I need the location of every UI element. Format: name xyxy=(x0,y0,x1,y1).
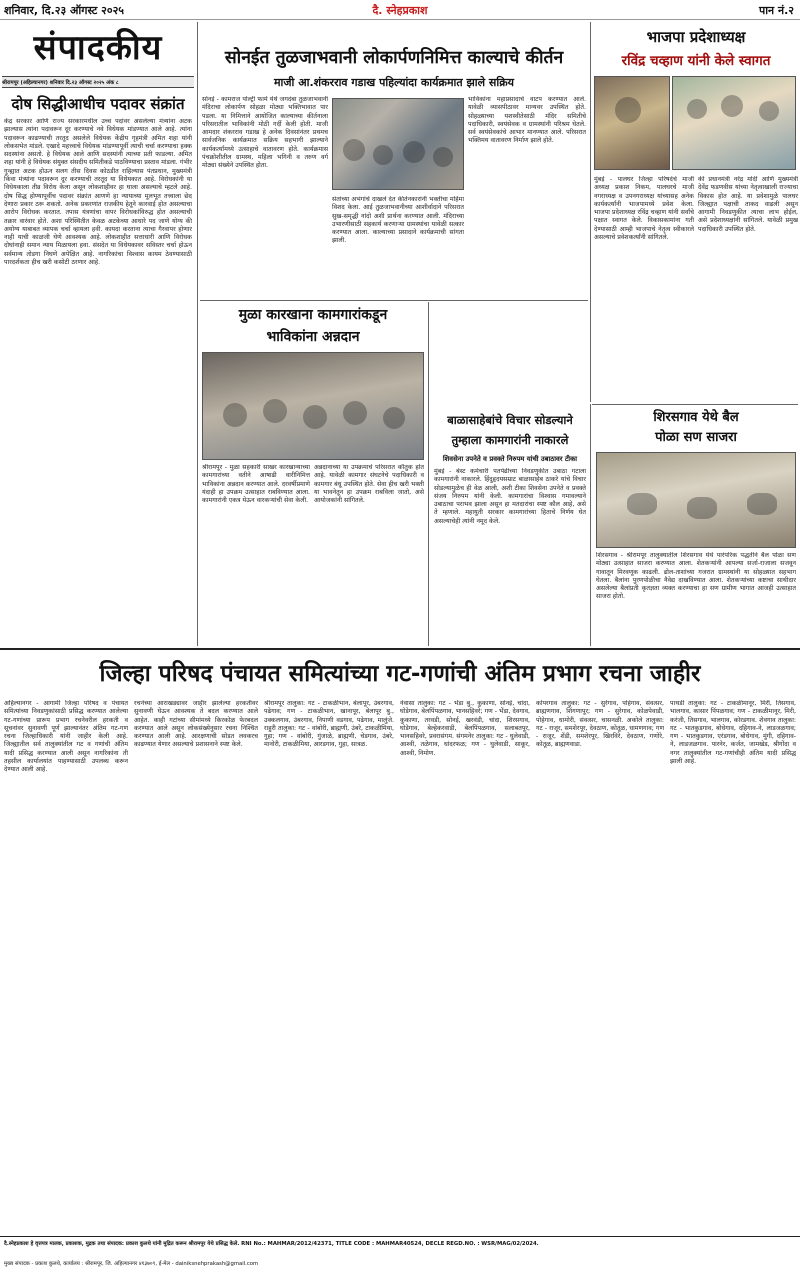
page-number: पान नं.२ xyxy=(758,4,794,17)
zp-body-6: पाथर्डी तालुका: गट - टाकळीमानूर, मिरी, तिसगाव, भालगाव, कासार पिंपळगाव; गण - टाकळीमानूर, मिरी, करंजी, तिसगाव, भालगाव, कोरडगाव. शेवगाव तालुका: गट - भातकुडगाव, बोधेगाव, दहिगाव-ने, लाडजळगाव; गण - भातकुडगाव, एरंडगाव, बोधेगाव, मुंगी, दहिगाव-ने, लाडजळगाव. पारनेर, कर्जत, जामखेड, श्रीगोंदा व नगर तालुक्यांतील गट-गणांचीही अंतिम यादी प्रसिद्ध झाली आहे. xyxy=(670,700,796,766)
bjp-body-a: मुंबई - पालघर जिल्हा परिषदेचे माजी अध्यक्ष प्रकाश निकम, पालघरचे माजी नगराध्यक्ष व उपनगराध्यक्ष यांच्यासह अनेक कार्यकर्त्यांनी भाजपामध्ये प्रवेश केला. भाजपा प्रदेशाध्यक्ष रविंद्र चव्हाण यांनी सर्वांचे पक्षात स्वागत केले. विकासकामांना गती देण्यासाठी आम्ही भाजपाचे नेतृत्व स्वीकारले असल्याचे प्रवेशकर्त्यांनी सांगितले. xyxy=(594,176,694,242)
zp-body-1: अहिल्यानगर - आगामी जिल्हा परिषद व पंचायत समित्यांच्या निवडणुकांसाठी प्रसिद्ध करण्यात आलेल्या गट-गणांच्या प्रारूप प्रभाग रचनेवरील हरकती व सूचनांवर सुनावणी पूर्ण झाल्यानंतर अंतिम गट-गण रचना जिल्हाधिकारी यांनी जाहीर केली आहे. जिल्ह्यातील सर्व तालुक्यांतील गट व गणांची अंतिम यादी प्रसिद्ध करण्यात आली असून नागरिकांना ती तहसील कार्यालयांत पाहण्यासाठी उपलब्ध करून देण्यात आली आहे. xyxy=(4,700,128,774)
bjp-body-b: की प्रधानमंत्री नरेंद्र मोदी आणि मुख्यमंत्री देवेंद्र फडणवीस यांच्या नेतृत्वाखाली राज्याचा विकास होत आहे. या प्रवेशामुळे पालघर जिल्ह्यात पक्षाची ताकद वाढली असून आगामी निवडणुकीत त्याचा लाभ होईल, असे प्रदेशाध्यक्षांनी सांगितले. यावेळी प्रमुख पदाधिकारी उपस्थित होते. xyxy=(698,176,798,233)
editorial-body: केंद्र सरकार आणि राज्य सरकारमधील उच्च पदांवर असलेल्या मंत्र्यांना अटक झाल्यास त्यांना पदावरून दूर करण्याचे नवे विधेयक मांडण्यात आले आहे. त्यांना पदावरून काढण्याची तरतूद असलेले विधेयक केंद्रीय गृहमंत्री अमित शहा यांनी लोकसभेत मांडले. एखादे महत्त्वाचे विधेयक मांडण्यापूर्वी त्याची चर्चा करण्याचा हक्क सदस्यांना असतो. हे विधेयक आले आणि सदस्यांनी त्याच्या प्रती फाडल्या. अमित शहा यांनी हे विधेयक संयुक्त संसदीय समितीकडे पाठविण्याचा प्रस्ताव मांडला. गंभीर गुन्ह्यात अटक होऊन सलग तीस दिवस कोठडीत राहिल्यास पंतप्रधान, मुख्यमंत्री किंवा मंत्र्यांना पदावरून दूर करण्याची तरतूद या विधेयकात आहे. विरोधकांनी या विधेयकाला तीव्र विरोध केला असून लोकशाहीवर हा घाला असल्याचे म्हटले आहे. दोष सिद्ध होण्यापूर्वीच पदावर संक्रांत आणणे हा न्यायाच्या मूलभूत तत्त्वाला छेद देणारा प्रकार ठरू शकतो. अनेक प्रकरणांत राजकीय हेतूने कारवाई होत असल्याचा आरोप विरोधक करतात. तपास यंत्रणांचा वापर विरोधकांविरुद्ध होत असल्याची तक्रार वारंवार होते. अशा परिस्थितीत केवळ अटकेच्या आधारे पद जाणे योग्य की अयोग्य याबाबत व्यापक चर्चा व्हायला हवी. कायदा करताना त्याचा गैरवापर होणार नाही याची काळजी घेणे आवश्यक आहे. लोकशाहीत सत्ताधारी आणि विरोधक दोघांनाही समान न्याय मिळायला हवा. संसदेत या विधेयकावर सविस्तर चर्चा होऊन सर्वमान्य तोडगा निघणे अपेक्षित आहे. नागरिकांचा विश्वास कायम ठेवण्यासाठी पारदर्शकता हीच खरी कसोटी ठरणार आहे. xyxy=(4,118,192,267)
mula-headline-2: भाविकांना अन्नदान xyxy=(266,329,360,345)
column-divider xyxy=(590,404,591,646)
footer-contact: मुख्य संपादक - प्रकाश कुलथे, कार्यालय : श्रीरामपूर, जि. अहिल्यानगर ४१३७०९, ई-मेल - dainiksnehprakash@gmail.com xyxy=(4,1261,259,1267)
editorial-column xyxy=(0,22,196,646)
balasaheb-headline-1: बाळासाहेबांचे विचार सोडल्याने xyxy=(447,413,573,427)
kirtan-body-a: सोनई - कामराज पोल्ट्री फार्म येथे जगदंबा तुळजाभवानी मंदिराचा लोकार्पण सोहळा मोठ्या भक्तिभावात पार पडला. या निमित्ताने आयोजित काल्याच्या कीर्तनाला परिसरातील भाविकांनी मोठी गर्दी केली होती. माजी आमदार शंकरराव गडाख हे अनेक दिवसांनंतर प्रथमच सार्वजनिक कार्यक्रमात सक्रिय सहभागी झाल्याने कार्यकर्त्यांमध्ये उत्साहाचे वातावरण होते. कार्यक्रमास पंचक्रोशीतील ग्रामस्थ, महिला भगिनी व तरुण वर्ग मोठ्या संख्येने उपस्थित होता. xyxy=(202,96,328,170)
bail-headline-2: पोळा सण साजरा xyxy=(655,430,737,445)
column-divider xyxy=(197,22,198,646)
mula-photo xyxy=(202,352,424,460)
kirtan-body-c: भाविकांना महाप्रसादाचे वाटप करण्यात आले. यावेळी व्यासपीठावर मान्यवर उपस्थित होते. सोहळ्याच्या यशस्वीतेसाठी मंदिर समितीचे पदाधिकारी, स्वयंसेवक व ग्रामस्थांनी परिश्रम घेतले. सर्व स्वयंसेवकांचे आभार मानण्यात आले. परिसरात भक्तिमय वातावरण निर्माण झाले होते. xyxy=(468,96,586,145)
mula-headline-1: मुळा कारखाना कामगारांकडून xyxy=(238,307,388,323)
editorial-masthead: संपादकीय xyxy=(33,28,163,68)
mula-body-a: श्रीरामपूर - मुळा सहकारी साखर कारखान्याच्या कामगारांच्या वतीने आषाढी वारीनिमित्त भाविकांना अन्नदान करण्यात आले. दरवर्षीप्रमाणे यंदाही हा उपक्रम उत्साहात राबविण्यात आला. कामगारांनी एकत्र येऊन वारकऱ्यांची सेवा केली. xyxy=(202,464,310,505)
editorial-headline: दोष सिद्धीआधीच पदावर संक्रांत xyxy=(11,95,185,113)
bail-headline-1: शिरसगाव येथे बैल xyxy=(653,410,739,425)
zp-body-5: कोपरगाव तालुका: गट - सुरेगाव, पोहेगाव, संवत्सर, ब्राह्मणगाव, शिंगणापूर; गण - सुरेगाव, कोळपेवाडी, पोहेगाव, धामोरी, संवत्सर, चासनळी. अकोले तालुका: गट - राजूर, समशेरपूर, देवठाण, कोतूळ, धामणगाव; गण - राजूर, शेंडी, समशेरपूर, खिरविरे, देवठाण, गणोरे, कोतूळ, ब्राह्मणवाडा. xyxy=(536,700,664,749)
balasaheb-body: मुंबई - बेस्ट कर्मचारी पतपेढीच्या निवडणुकीत उबाठा गटाला कामगारांनी नाकारले. हिंदुहृदयसम्राट बाळासाहेब ठाकरे यांचे विचार सोडल्यामुळेच ही वेळ आली, अशी टीका शिवसेना उपनेते व प्रवक्ते संजय निरुपम यांनी केली. कामगारांचा विश्वास गमावल्याने उबाठाचा पराभव झाला असून हा मतदारांचा स्पष्ट कौल आहे, असे ते म्हणाले. महायुती सरकार कामगारांच्या हिताचे निर्णय घेत असल्याचेही त्यांनी नमूद केले. xyxy=(434,468,586,525)
kirtan-body-b: संतांच्या अभंगांचे दाखले देत कीर्तनकारांनी भक्तीचा महिमा विशद केला. आई तुळजाभवानीच्या आशीर्वादाने परिसरात सुख-समृद्धी नांदो अशी प्रार्थना करण्यात आली. मंदिराच्या उभारणीसाठी सहकार्य करणाऱ्या ग्रामस्थांचा यावेळी सत्कार करण्यात आला. काल्याच्या प्रसादाने कार्यक्रमाची सांगता झाली. xyxy=(332,196,464,245)
bjp-photo-right xyxy=(672,76,796,170)
issue-date: शनिवार, दि.२३ ऑगस्ट २०२५ xyxy=(4,4,125,17)
bjp-photo-left xyxy=(594,76,670,170)
page-header xyxy=(0,0,800,20)
kirtan-subhead: माजी आ.शंकरराव गडाख पहिल्यांदा कार्यक्रमात झाले सक्रिय xyxy=(273,76,515,89)
editorial-strip: श्रीरामपूर (अहिल्यानगर) शनिवार दि.२३ ऑगस्ट २०२५ अंक ८ xyxy=(2,76,194,88)
balasaheb-subhead: शिवसेना उपनेते व प्रवक्ते निरुपम यांची उबाठावर टीका xyxy=(442,455,578,463)
column-divider xyxy=(590,22,591,402)
mula-body-b: अन्नदानाच्या या उपक्रमाचे परिसरात कौतुक होत आहे. यावेळी कामगार संघटनेचे पदाधिकारी व कामगार बंधू उपस्थित होते. सेवा हीच खरी भक्ती या भावनेतून हा उपक्रम राबविला जातो, असे आयोजकांनी सांगितले. xyxy=(314,464,424,505)
bjp-headline: रविंद्र चव्हाण यांनी केले स्वागत xyxy=(621,53,771,69)
zp-body-3: श्रीरामपूर तालुका: गट - टाकळीभान, बेलापूर, उंबरगाव, पढेगाव; गण - टाकळीभान, खानापूर, बेलापूर बु., उक्कलगाव, उंबरगाव, निपाणी वडगाव, पढेगाव, मालुंजे. राहुरी तालुका: गट - वांबोरी, ब्राह्मणी, उंबरे, टाकळीमिया, गुहा; गण - वांबोरी, गुंजाळे, ब्राह्मणी, चेडगाव, उंबरे, मानोरी, टाकळीमिया, आरडगाव, गुहा, सात्रळ. xyxy=(264,700,394,749)
zp-body-2: रचनेच्या आराखड्यावर जाहीर झालेल्या हरकतींवर सुनावणी घेऊन आवश्यक ते बदल करण्यात आले आहेत. काही गटांच्या सीमांमध्ये किरकोळ फेरबदल करण्यात आले असून लोकसंख्येनुसार रचना निश्चित करण्यात आली आहे. आरक्षणाची सोडत लवकरच काढण्यात येणार असल्याचे प्रशासनाने स्पष्ट केले. xyxy=(134,700,258,749)
bail-photo xyxy=(596,452,796,548)
kirtan-headline: सोनईत तुळजाभवानी लोकार्पणनिमित्त काल्याचे कीर्तन xyxy=(224,48,564,68)
section-divider xyxy=(592,404,798,405)
balasaheb-headline-2: तुम्हाला कामगारांनी नाकारले xyxy=(451,433,569,447)
section-divider xyxy=(200,300,588,301)
zp-body-4: नेवासा तालुका: गट - भेंडा बु., कुकाणा, सोनई, चांदा, घोडेगाव, बेलपिंपळगाव, भानसहिवरे; गण - भेंडा, देवगाव, कुकाणा, तरवडी, सोनई, खरवंडी, चांदा, शिरसगाव, घोडेगाव, बेल्हेकरवाडी, बेलपिंपळगाव, सलाबतपूर, भानसहिवरे, प्रवरासंगम. संगमनेर तालुका: गट - घुलेवाडी, आश्वी, तळेगाव, धांदरफळ; गण - घुलेवाडी, साकूर, आश्वी, निमोण. xyxy=(400,700,530,757)
bail-body: शिरसगाव - श्रीरामपूर तालुक्यातील शिरसगाव येथे पारंपरिक पद्धतीने बैल पोळा सण मोठ्या उत्साहात साजरा करण्यात आला. शेतकऱ्यांनी आपल्या सर्जा-राजाला सजवून गावातून मिरवणूक काढली. ढोल-ताशांच्या गजरात ग्रामस्थांनी या सोहळ्यात सहभाग घेतला. बैलांना पुरणपोळीचा नैवेद्य दाखविण्यात आला. शेतकऱ्यांच्या कष्टाचा साथीदार असलेल्या बैलांप्रती कृतज्ञता व्यक्त करण्याचा हा सण ग्रामीण भागात आजही उत्साहात साजरा होतो. xyxy=(596,552,796,601)
section-divider xyxy=(0,648,800,650)
bjp-kicker: भाजपा प्रदेशाध्यक्ष xyxy=(646,28,746,46)
column-divider xyxy=(428,302,429,646)
zp-headline: जिल्हा परिषद पंचायत समित्यांच्या गट-गणांची अंतिम प्रभाग रचना जाहीर xyxy=(99,661,701,687)
kirtan-photo xyxy=(332,98,464,190)
footer-imprint: दै.स्नेहप्रकाश हे वृत्तपत्र मालक, प्रकाशक, मुद्रक तथा संपादक: प्रकाश कुलथे यांनी मुद्रित करून श्रीरामपूर येथे प्रसिद्ध केले. RNI No.: MAHMAR/2012/42371, TITLE CODE : MAHMAR40524, DECLE REGD.NO. : WSR/MAG/02/2024. xyxy=(4,1241,539,1247)
paper-name: दै. स्नेहप्रकाश xyxy=(372,4,428,17)
footer-divider xyxy=(0,1236,800,1237)
